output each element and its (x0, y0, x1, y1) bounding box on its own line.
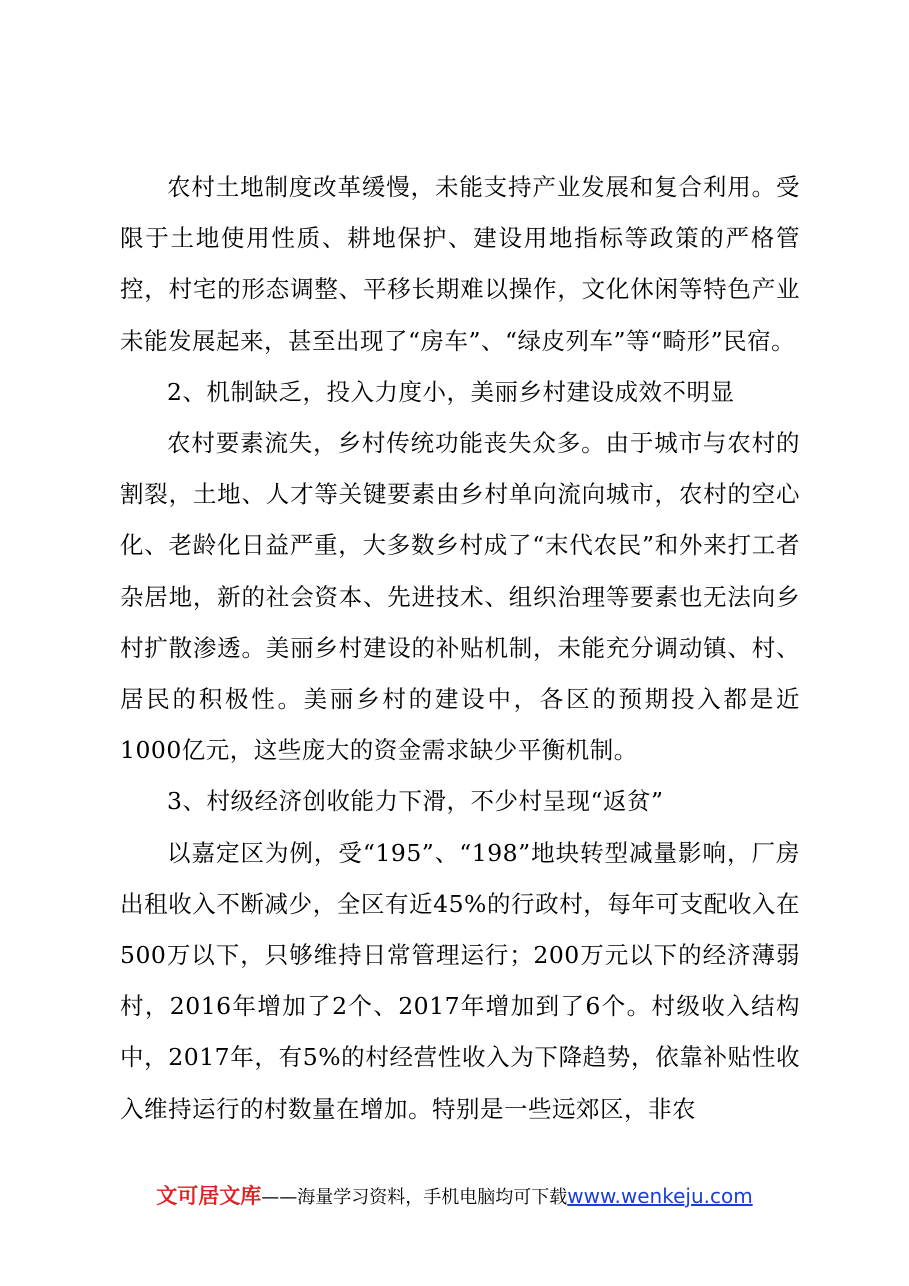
footer-brand: 文可居文库 (156, 1184, 262, 1208)
footer-website-link[interactable]: www.wenkeju.com (567, 1184, 753, 1208)
paragraph-land-reform: 农村土地制度改革缓慢，未能支持产业发展和复合利用。受限于土地使用性质、耕地保护、建设用地指标等政策的严格管控，村宅的形态调整、平移长期难以操作，文化休闲等特色产业未能发展起来，甚至出现了“房车”、“绿皮列车”等“畸形”民宿。 (120, 173, 800, 355)
paragraph-jiading-example: 以嘉定区为例，受“195”、“198”地块转型减量影响，厂房出租收入不断减少，全区有近45%的行政村，每年可支配收入在500万以下，只够维持日常管理运行；200万元以下的经济薄弱村，2016年增加了2个、2017年增加到了6个。村级收入结构中，2017年，有5%的村经营性收入为下降趋势，依靠补贴性收入维持运行的村数量在增加。特别是一些远郊区，非农 (120, 838, 800, 1123)
paragraph-rural-factors: 农村要素流失，乡村传统功能丧失众多。由于城市与农村的割裂，土地、人才等关键要素由乡村单向流向城市，农村的空心化、老龄化日益严重，大多数乡村成了“末代农民”和外来打工者杂居地，新的社会资本、先进技术、组织治理等要素也无法向乡村扩散渗透。美丽乡村建设的补贴机制，未能充分调动镇、村、居民的积极性。美丽乡村的建设中，各区的预期投入都是近1000亿元，这些庞大的资金需求缺少平衡机制。 (120, 429, 800, 765)
section-heading-2: 2、机制缺乏，投入力度小，美丽乡村建设成效不明显 (167, 377, 735, 406)
document-body (120, 162, 800, 1135)
section-heading-3: 3、村级经济创收能力下滑，不少村呈现“返贫” (167, 787, 664, 816)
page-footer (0, 1181, 909, 1213)
footer-tagline: ——海量学习资料，手机电脑均可下载 (261, 1187, 568, 1208)
